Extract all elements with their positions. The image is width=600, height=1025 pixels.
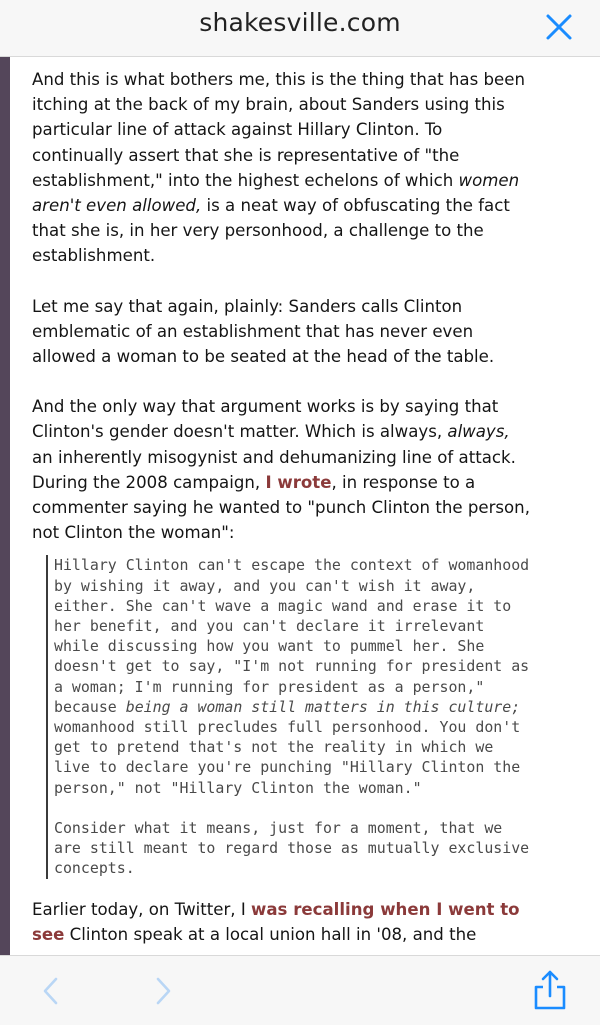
quote-paragraph-2: Consider what it means, just for a moment, that we are still meant to regard those as mutually exclusive concepts.	[54, 818, 530, 878]
forward-button[interactable]	[152, 976, 174, 1006]
close-icon	[544, 12, 574, 42]
paragraph-1-text-a: And this is what bothers me, this is the thing that has been itching at the back of my brain, about Sanders using this particular line of attack against Hillary Clinton. To continually assert that she is representative of "the establishment," into the highest echelons of which	[32, 70, 525, 190]
chevron-right-icon	[152, 976, 174, 1006]
left-accent-bar	[0, 57, 10, 955]
close-button[interactable]	[544, 12, 574, 42]
paragraph-3-emphasis: always,	[447, 422, 510, 442]
bottom-toolbar	[0, 955, 600, 1025]
paragraph-3-text-b: an inherently misogynist and dehumanizing line of attack. During the 2008 campaign,	[32, 447, 516, 492]
share-button[interactable]	[532, 968, 568, 1012]
chevron-left-icon	[40, 976, 62, 1006]
paragraph-3-text-c: , in response to a commenter saying he wanted to "punch Clinton the person, not Clinton the woman":	[32, 472, 530, 543]
top-bar	[0, 0, 600, 57]
share-icon	[532, 968, 568, 1012]
paragraph-3	[32, 394, 532, 545]
paragraph-4-text-b: Clinton speak at a local union hall in '08, and the	[64, 924, 477, 944]
i-wrote-link[interactable]: I wrote	[265, 472, 332, 492]
paragraph-1	[32, 67, 532, 269]
paragraph-4-text-a: Earlier today, on Twitter, I	[32, 899, 252, 919]
blockquote	[46, 555, 532, 878]
quote-text-b: womanhood still precludes full personhood. You don't get to pretend that's not the reality in which we live to declare you're punching "Hillary Clinton the person," not "Hillary Clinton the woman."	[54, 718, 521, 797]
quote-text-a: Hillary Clinton can't escape the context of womanhood by wishing it away, and you can't wish it away, either. She can't wave a magic wand and erase it to her benefit, and you can't declare it irrelevant while discussing how you want to pummel her. She doesn't get to say, "I'm not running for president as a woman; I'm running for president as a person," because	[54, 556, 530, 716]
paragraph-2: Let me say that again, plainly: Sanders calls Clinton emblematic of an establishment that has never even allowed a woman to be seated at the head of the table.	[32, 296, 495, 367]
paragraph-1-emphasis: women aren't even allowed,	[32, 170, 520, 216]
paragraph-3-text-a: And the only way that argument works is by saying that Clinton's gender doesn't matter. Which is always,	[32, 397, 499, 442]
paragraph-1-text-b: is a neat way of obfuscating the fact that she is, in her very personhood, a challenge to the establishment.	[32, 196, 510, 266]
article-viewport[interactable]	[0, 57, 600, 955]
quote-emphasis: being a woman still matters in this culture;	[125, 697, 521, 716]
recalling-link[interactable]: was recalling when I went to see	[32, 899, 520, 944]
site-title: shakesville.com	[199, 8, 401, 37]
article-body	[32, 67, 532, 955]
back-button[interactable]	[40, 976, 62, 1006]
quote-paragraph-1	[54, 555, 532, 797]
paragraph-4	[32, 897, 532, 947]
